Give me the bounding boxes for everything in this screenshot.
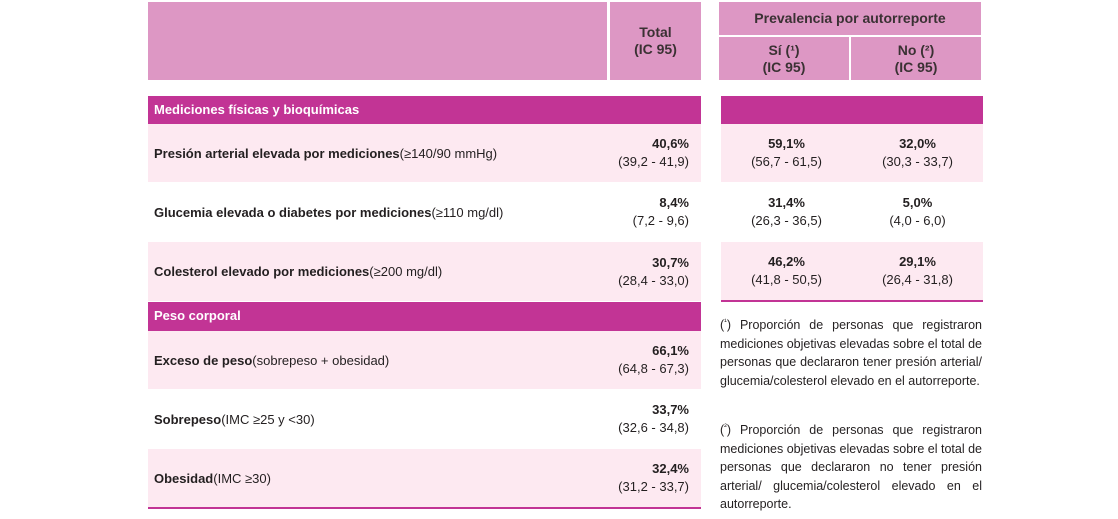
row-no: [852, 183, 983, 241]
right-table-bottom-rule: [721, 300, 983, 302]
footnote-2-text: Proporción de personas que registraron mediciones objetivas elevadas sobre el total de personas que declararon no tener presión arterial/ glucemia/colesterol elevado en el autorreporte.: [720, 423, 982, 512]
row-total-value: 40,6%: [652, 136, 689, 151]
row-total: [601, 390, 701, 448]
header-no-cell: [851, 37, 981, 80]
header-prevalence-cell: [719, 2, 981, 35]
header-blank-cell: [148, 2, 607, 80]
row-label-rest: (IMC ≥30): [213, 470, 271, 486]
row-label-bold: Presión arterial elevada por mediciones: [154, 145, 400, 161]
row-total-ci: (7,2 - 9,6): [632, 213, 689, 228]
row-label-bold: Colesterol elevado por mediciones: [154, 264, 370, 279]
row-si-ci: (56,7 - 61,5): [751, 154, 822, 169]
row-si-ci: (26,3 - 36,5): [751, 213, 822, 228]
row-total: [601, 183, 701, 241]
header-si-cell: [719, 37, 849, 80]
header-no-label: No (²): [897, 41, 935, 58]
row-total: [601, 331, 701, 389]
row-total-ci: (39,2 - 41,9): [618, 154, 689, 169]
row-total-ci: (64,8 - 67,3): [618, 361, 689, 376]
row-no-value: 29,1%: [899, 254, 936, 269]
row-si-value: 46,2%: [768, 254, 805, 269]
row-si: [721, 242, 852, 300]
section-header-fisicas: Mediciones físicas y bioquímicas: [148, 96, 701, 124]
header-si-ci: (IC 95): [762, 58, 806, 75]
row-label-rest: (≥110 mg/dl): [431, 204, 504, 220]
row-total-value: 30,7%: [652, 254, 689, 270]
row-total: [601, 124, 701, 182]
row-label-rest: (sobrepeso + obesidad): [252, 352, 390, 368]
row-total: [601, 449, 701, 507]
row-total-ci: (32,6 - 34,8): [618, 420, 689, 435]
row-label-bold: Obesidad: [154, 470, 214, 486]
footnote-2: ($^{^2}$) Proporción de personas que registraron mediciones objetivas elevadas sobre el total de personas que declararon no tener presión arterial/ glucemia/colesterol elevado en el autorreporte.: [720, 421, 982, 512]
row-si: [721, 183, 852, 241]
row-total-value: 8,4%: [659, 195, 689, 210]
footnote-2-mark: ²: [724, 421, 727, 431]
row-label-rest: (IMC ≥25 y <30): [221, 411, 315, 427]
footnote-1: ($^{^1}$) Proporción de personas que registraron mediciones objetivas elevadas sobre el total de personas que declararon tener presión arterial/ glucemia/colesterol elevado en el autorreporte.: [720, 316, 982, 388]
section-header-peso: Peso corporal: [148, 302, 701, 331]
row-si-value: 31,4%: [768, 195, 805, 210]
row-total-ci: (28,4 - 33,0): [618, 272, 689, 288]
header-total-label: Total: [639, 24, 672, 40]
header-si-label: Sí (¹): [768, 41, 800, 58]
row-total: [601, 242, 701, 301]
row-no-value: 32,0%: [899, 136, 936, 151]
row-no-ci: (26,4 - 31,8): [882, 272, 953, 287]
row-total-ci: (31,2 - 33,7): [618, 479, 689, 494]
row-total-value: 32,4%: [652, 461, 689, 476]
section-header-fisicas-right: [721, 96, 983, 124]
header-prevalence-label: Prevalencia por autorreporte: [754, 10, 946, 26]
header-total-cell: [610, 2, 701, 80]
footnote-1-text: Proporción de personas que registraron mediciones objetivas elevadas sobre el total de personas que declararon tener presión arterial/ glucemia/colesterol elevado en el autorreporte.: [720, 318, 982, 388]
row-no: [852, 124, 983, 182]
footnote-1-mark: ¹: [724, 316, 727, 326]
row-total-value: 33,7%: [652, 402, 689, 417]
row-no: [852, 242, 983, 300]
row-si-value: 59,1%: [768, 136, 805, 151]
row-no-ci: (30,3 - 33,7): [882, 154, 953, 169]
left-table-bottom-rule: [148, 507, 701, 509]
header-total-ci: (IC 95): [634, 41, 677, 57]
row-si: [721, 124, 852, 182]
row-no-value: 5,0%: [902, 195, 933, 210]
row-si-ci: (41,8 - 50,5): [751, 272, 822, 287]
row-total-value: 66,1%: [652, 343, 689, 358]
row-label-rest: (≥140/90 mmHg): [399, 145, 498, 161]
header-no-ci: (IC 95): [894, 58, 938, 75]
row-label-bold: Glucemia elevada o diabetes por mediciones: [154, 204, 432, 220]
row-no-ci: (4,0 - 6,0): [889, 213, 946, 228]
row-label-bold: Sobrepeso: [154, 411, 222, 427]
row-label-rest: (≥200 mg/dl): [369, 264, 443, 279]
row-label-bold: Exceso de peso: [154, 352, 253, 368]
